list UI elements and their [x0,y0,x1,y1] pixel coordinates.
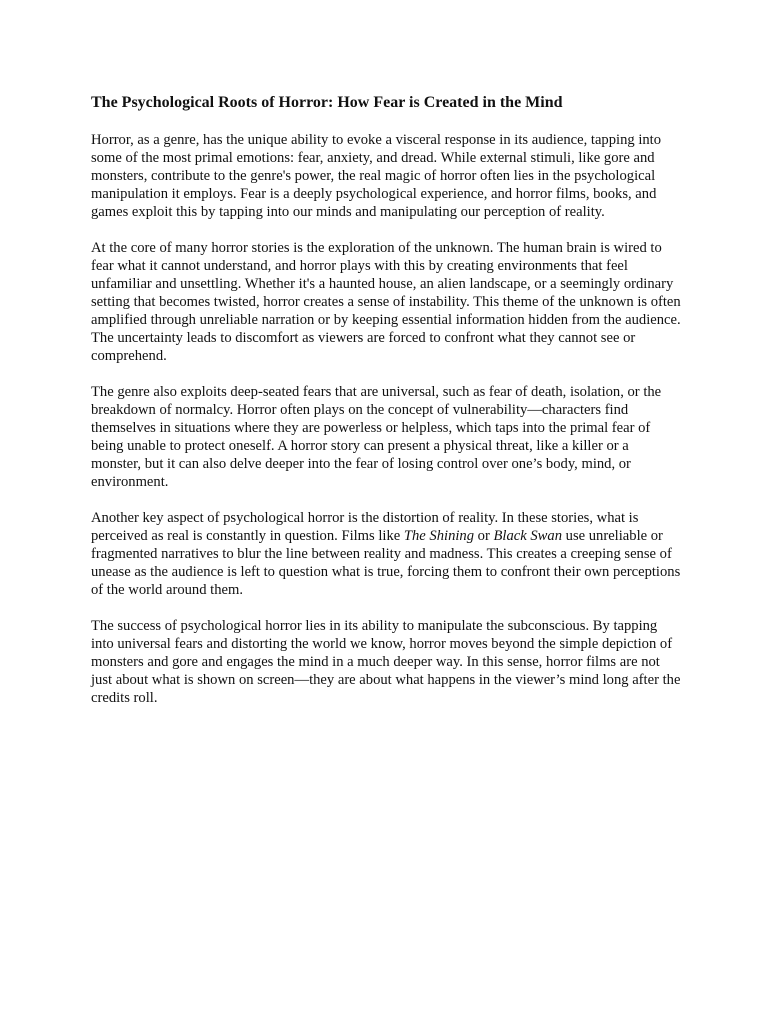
paragraph-unknown: At the core of many horror stories is the exploration of the unknown. The human brain is wired to fear what it cannot understand, and horror plays with this by creating environments that feel unfamiliar and unsettling. Whether it's a haunted house, an alien landscape, or a seemingly ordinary setting that becomes twisted, horror creates a sense of instability. This theme of the unknown is often amplified through unreliable narration or by keeping essential information hidden from the audience. The uncertainty leads to discomfort as viewers are forced to confront what they cannot see or comprehend. [91,240,681,364]
paragraph-conclusion: The success of psychological horror lies in its ability to manipulate the subconscious. By tapping into universal fears and distorting the world we know, horror moves beyond the simple depiction of monsters and gore and engages the mind in a much deeper way. In this sense, horror films are not just about what is shown on screen—they are about what happens in the viewer’s mind long after the credits roll. [91,618,681,706]
document-page [91,93,681,725]
paragraph-distortion-of-reality [91,509,681,599]
paragraph-text: use unreliable or fragmented narratives to blur the line between reality and madness. This creates a creeping sense of unease as the audience is left to question what is true, forcing them to confront their own perceptions of the world around them. [91,528,681,598]
film-title-the-shining: The Shining [403,528,475,544]
document-title: The Psychological Roots of Horror: How Fear is Created in the Mind [91,94,563,111]
paragraph-text: or [474,528,494,544]
film-title-black-swan: Black Swan [493,528,562,544]
paragraph-universal-fears: The genre also exploits deep-seated fears that are universal, such as fear of death, isolation, or the breakdown of normalcy. Horror often plays on the concept of vulnerability—characters find themselves in situations where they are powerless or helpless, which taps into the primal fear of being unable to protect oneself. A horror story can present a physical threat, like a killer or a monster, but it can also delve deeper into the fear of losing control over one’s body, mind, or environment. [91,384,662,490]
paragraph-text: Another key aspect of psychological horror is the distortion of reality. In these stories, what is perceived as real is constantly in question. Films like [91,510,639,544]
paragraph-intro: Horror, as a genre, has the unique ability to evoke a visceral response in its audience, tapping into some of the most primal emotions: fear, anxiety, and dread. While external stimuli, like gore and monsters, contribute to the genre's power, the real magic of horror often lies in the psychological manipulation it employs. Fear is a deeply psychological experience, and horror films, books, and games exploit this by tapping into our minds and manipulating our perception of reality. [91,132,662,220]
